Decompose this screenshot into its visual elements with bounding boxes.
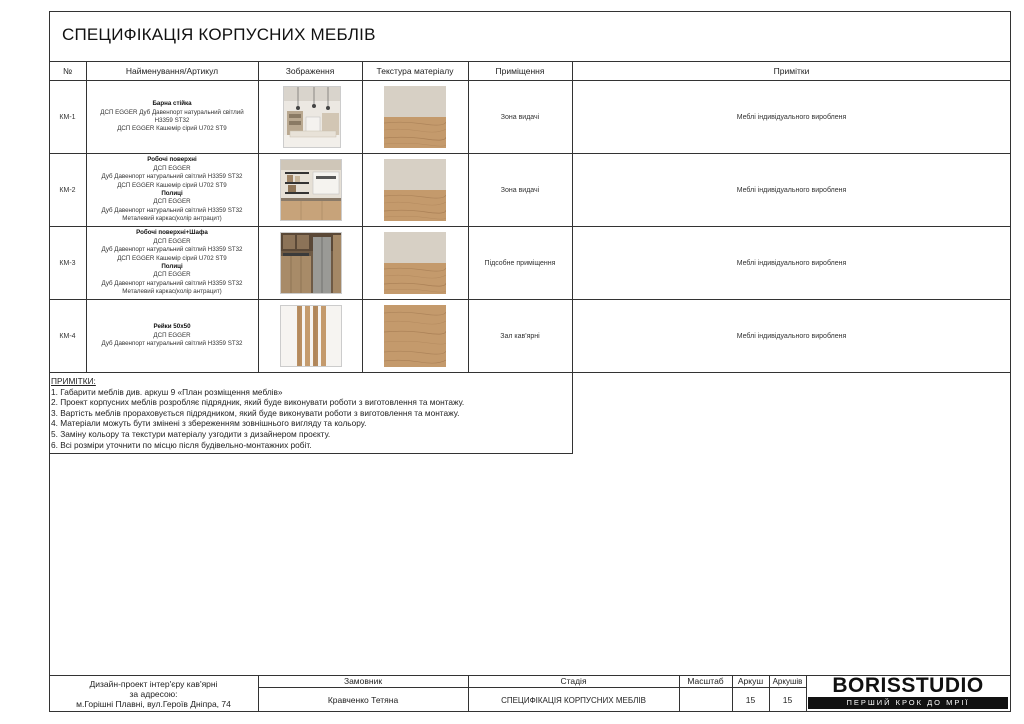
header-room: Приміщення (495, 65, 545, 76)
name-line: ДСП EGGER (153, 237, 191, 245)
name-lines (102, 323, 243, 348)
row-name (86, 81, 258, 153)
name-line: ДСП EGGER Кашемір сірий U702 ST9 (117, 181, 227, 189)
customer-value: Кравченко Тетяна (327, 695, 399, 705)
name-line: Полиці (161, 190, 183, 197)
sheet-value: 15 (745, 695, 756, 705)
name-line: Робочі поверхні (147, 156, 197, 164)
header-notes: Примітки (773, 65, 810, 76)
row-room: Зона видачі (500, 186, 540, 194)
notes-block (51, 376, 571, 450)
furniture-photo (283, 86, 341, 148)
name-line: Металевий каркас(колір антрацит) (122, 215, 222, 223)
name-line: ДСП EGGER Кашемір сірий U702 ST9 (117, 125, 227, 133)
project-line: м.Горішні Плавні, вул.Героїв Дніпра, 74 (76, 699, 231, 709)
row-name (86, 154, 258, 226)
row-code: КМ-2 (59, 186, 76, 194)
name-line: Дуб Давенпорт натуральний світлий H3359 ST32 (101, 340, 243, 348)
name-line: ДСП EGGER (153, 164, 191, 172)
col-rule-2 (258, 61, 259, 372)
note-item: 5. Заміну кольору та текстури матеріалу узгодити з дизайнером проєкту. (51, 428, 331, 439)
name-lines (102, 156, 243, 223)
notes-heading: ПРИМІТКИ: (51, 376, 96, 386)
header-name: Найменування/Артикул (125, 65, 219, 76)
name-line: Дуб Давенпорт натуральний світлий H3359 ST32 (101, 279, 243, 287)
row-note: Меблі індивідуального виробленя (736, 113, 847, 121)
header-texture: Текстура матеріалу (376, 65, 454, 76)
name-lines (102, 229, 243, 296)
page-title: СПЕЦИФІКАЦІЯ КОРПУСНИХ МЕБЛІВ (62, 25, 376, 44)
name-line: Металевий каркас(колір антрацит) (122, 288, 222, 296)
logo-wordmark: BORISSTUDIO (832, 674, 984, 697)
row-code: КМ-3 (59, 259, 76, 267)
note-item: 3. Вартість меблів прораховується підрядником, який буде виконувати роботи з виготовлення та монтажу. (51, 407, 460, 418)
texture-swatch (384, 305, 446, 367)
name-line: ДСП EGGER (153, 331, 191, 339)
row-note: Меблі індивідуального виробленя (736, 332, 847, 340)
name-line: Дуб Давенпорт натуральний світлий H3359 ST32 (101, 173, 243, 181)
row-rule-4 (49, 372, 1011, 373)
name-line: Дуб Давенпорт натуральний світлий H3359 ST32 (101, 206, 243, 214)
row-code: КМ-1 (59, 113, 76, 121)
note-item: 4. Матеріали можуть бути змінені з збереженням зовнішнього вигляду та кольору. (51, 418, 367, 429)
customer-label: Замовник (343, 676, 383, 686)
name-line: Рейки 50х50 (153, 323, 191, 331)
note-item: 2. Проект корпусних меблів розробляє підрядник, який буде виконувати роботи з виготовлення та монтажу. (51, 397, 465, 408)
row-code: КМ-4 (59, 332, 76, 340)
row-note: Меблі індивідуального виробленя (736, 259, 847, 267)
row-room: Зал кав'ярні (500, 332, 540, 340)
row-note: Меблі індивідуального виробленя (736, 186, 847, 194)
header-image: Зображення (285, 65, 335, 76)
stage-label: Стадія (560, 676, 587, 686)
studio-logo (806, 675, 1010, 711)
sheet-label: Аркуш (737, 676, 764, 686)
row-name (86, 300, 258, 372)
name-line: ДСП EGGER Дуб Давенпорт натуральний світлий (100, 108, 244, 116)
sheets-value: 15 (782, 695, 793, 705)
name-line: ДСП EGGER Кашемір сірий U702 ST9 (117, 254, 227, 262)
furniture-photo (280, 159, 342, 221)
project-info (49, 676, 258, 712)
stage-value: СПЕЦИФІКАЦІЯ КОРПУСНИХ МЕБЛІВ (501, 695, 646, 705)
row-name (86, 227, 258, 299)
name-line: ДСП EGGER (153, 271, 191, 279)
row-room: Зона видачі (500, 113, 540, 121)
texture-swatch (384, 159, 446, 221)
row-room: Підсобне приміщення (484, 259, 556, 267)
name-line: Полиці (161, 263, 183, 270)
header-num: № (62, 65, 73, 76)
name-line: Дуб Давенпорт натуральний світлий H3359 ST32 (101, 246, 243, 254)
name-line: Барна стійка (152, 100, 192, 108)
sheets-label: Аркушів (772, 676, 803, 686)
project-line: за адресою: (129, 689, 178, 699)
texture-swatch (384, 86, 446, 148)
project-line: Дизайн-проект інтер'єру кав'ярні (89, 679, 218, 689)
name-line: ДСП EGGER (153, 198, 191, 206)
col-rule-3 (362, 61, 363, 372)
name-lines (100, 100, 243, 134)
note-item: 1. Габарити меблів див. аркуш 9 «План розміщення меблів» (51, 386, 283, 397)
texture-swatch (384, 232, 446, 294)
furniture-photo (280, 232, 342, 294)
name-line: Робочі поверхні+Шафа (136, 229, 208, 237)
furniture-photo (280, 305, 342, 367)
notes-bottom-rule (49, 453, 573, 454)
logo-tagline: ПЕРШИЙ КРОК ДО МРІЇ (808, 697, 1008, 709)
note-item: 6. Всі розміри уточнити по місцю після будівельно-монтажних робіт. (51, 439, 312, 450)
scale-label: Масштаб (687, 676, 724, 686)
name-line: H3359 ST32 (154, 117, 190, 124)
